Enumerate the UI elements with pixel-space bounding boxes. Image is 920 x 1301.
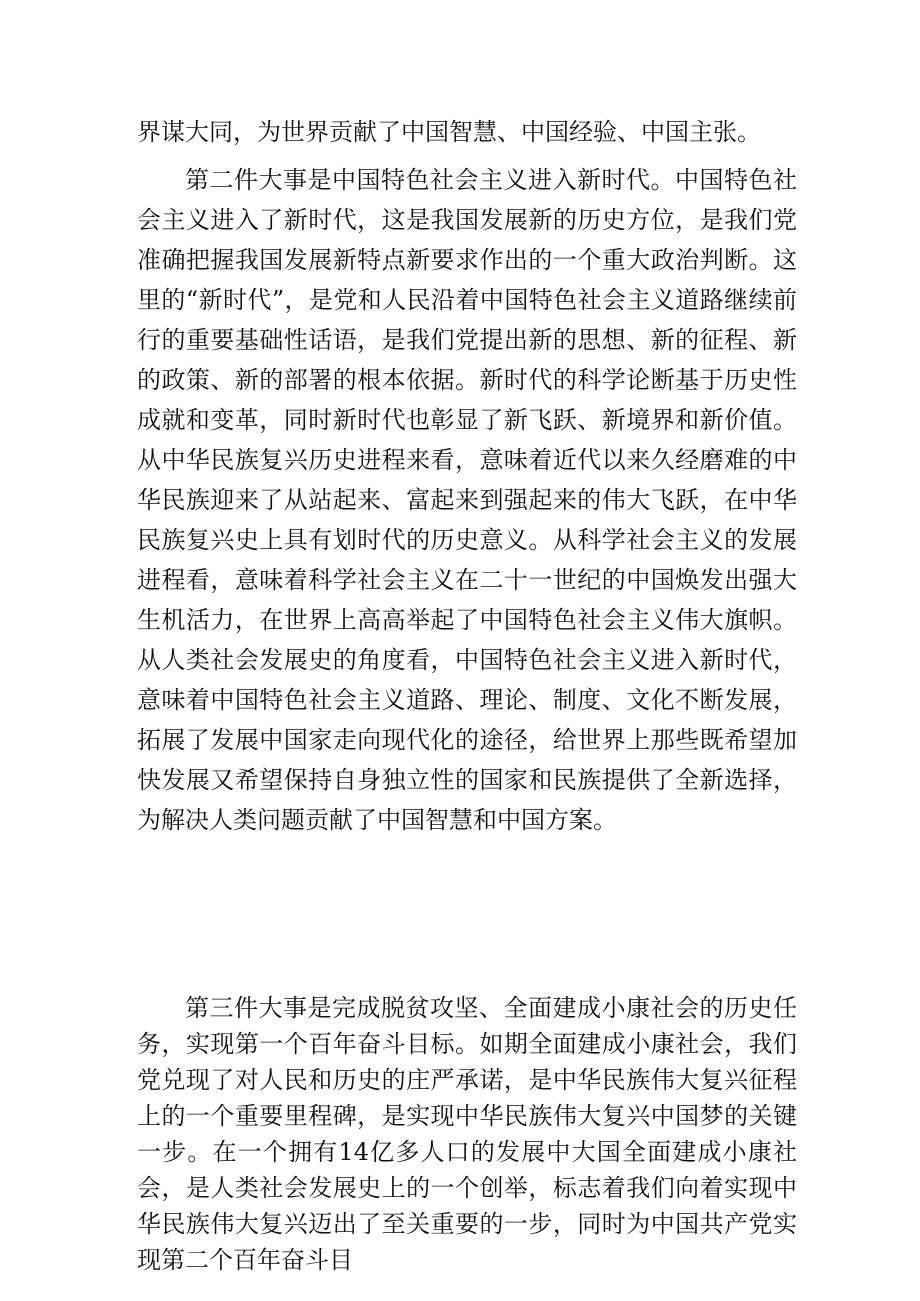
paragraph-second-event: 第二件大事是中国特色社会主义进入新时代。中国特色社会主义进入了新时代，这是我国发展新的历史方位，是我们党准确把握我国发展新特点新要求作出的一个重大政治判断。这里的“新时代”，是党和人民沿着中国特色社会主义道路继续前行的重要基础性话语，是我们党提出新的思想、新的征程、新的政策、新的部署的根本依据。新时代的科学论断基于历史性成就和变革，同时新时代也彰显了新飞跃、新境界和新价值。从中华民族复兴历史进程来看，意味着近代以来久经磨难的中华民族迎来了从站起来、富起来到强起来的伟大飞跃，在中华民族复兴史上具有划时代的历史意义。从科学社会主义的发展进程看，意味着科学社会主义在二十一世纪的中国焕发出强大生机活力，在世界上高高举起了中国特色社会主义伟大旗帜。从人类社会发展史的角度看，中国特色社会主义进入新时代，意味着中国特色社会主义道路、理论、制度、文化不断发展，拓展了发展中国家走向现代化的途径，给世界上那些既希望加快发展又希望保持自身独立性的国家和民族提供了全新选择，为解决人类问题贡献了中国智慧和中国方案。 bbox=[137, 166, 797, 834]
paragraph-continuation: 界谋大同，为世界贡献了中国智慧、中国经验、中国主张。 bbox=[137, 118, 761, 146]
paragraph-third-event: 第三件大事是完成脱贫攻坚、全面建成小康社会的历史任务，实现第一个百年奋斗目标。如期全面建成小康社会，我们党兑现了对人民和历史的庄严承诺，是中华民族伟大复兴征程上的一个重要里程碑，是实现中华民族伟大复兴中国梦的关键一步。在一个拥有14亿多人口的发展中大国全面建成小康社会，是人类社会发展史上的一个创举，标志着我们向着实现中华民族伟大复兴迈出了至关重要的一步，同时为中国共产党实现第二个百年奋斗目 bbox=[137, 994, 797, 1274]
